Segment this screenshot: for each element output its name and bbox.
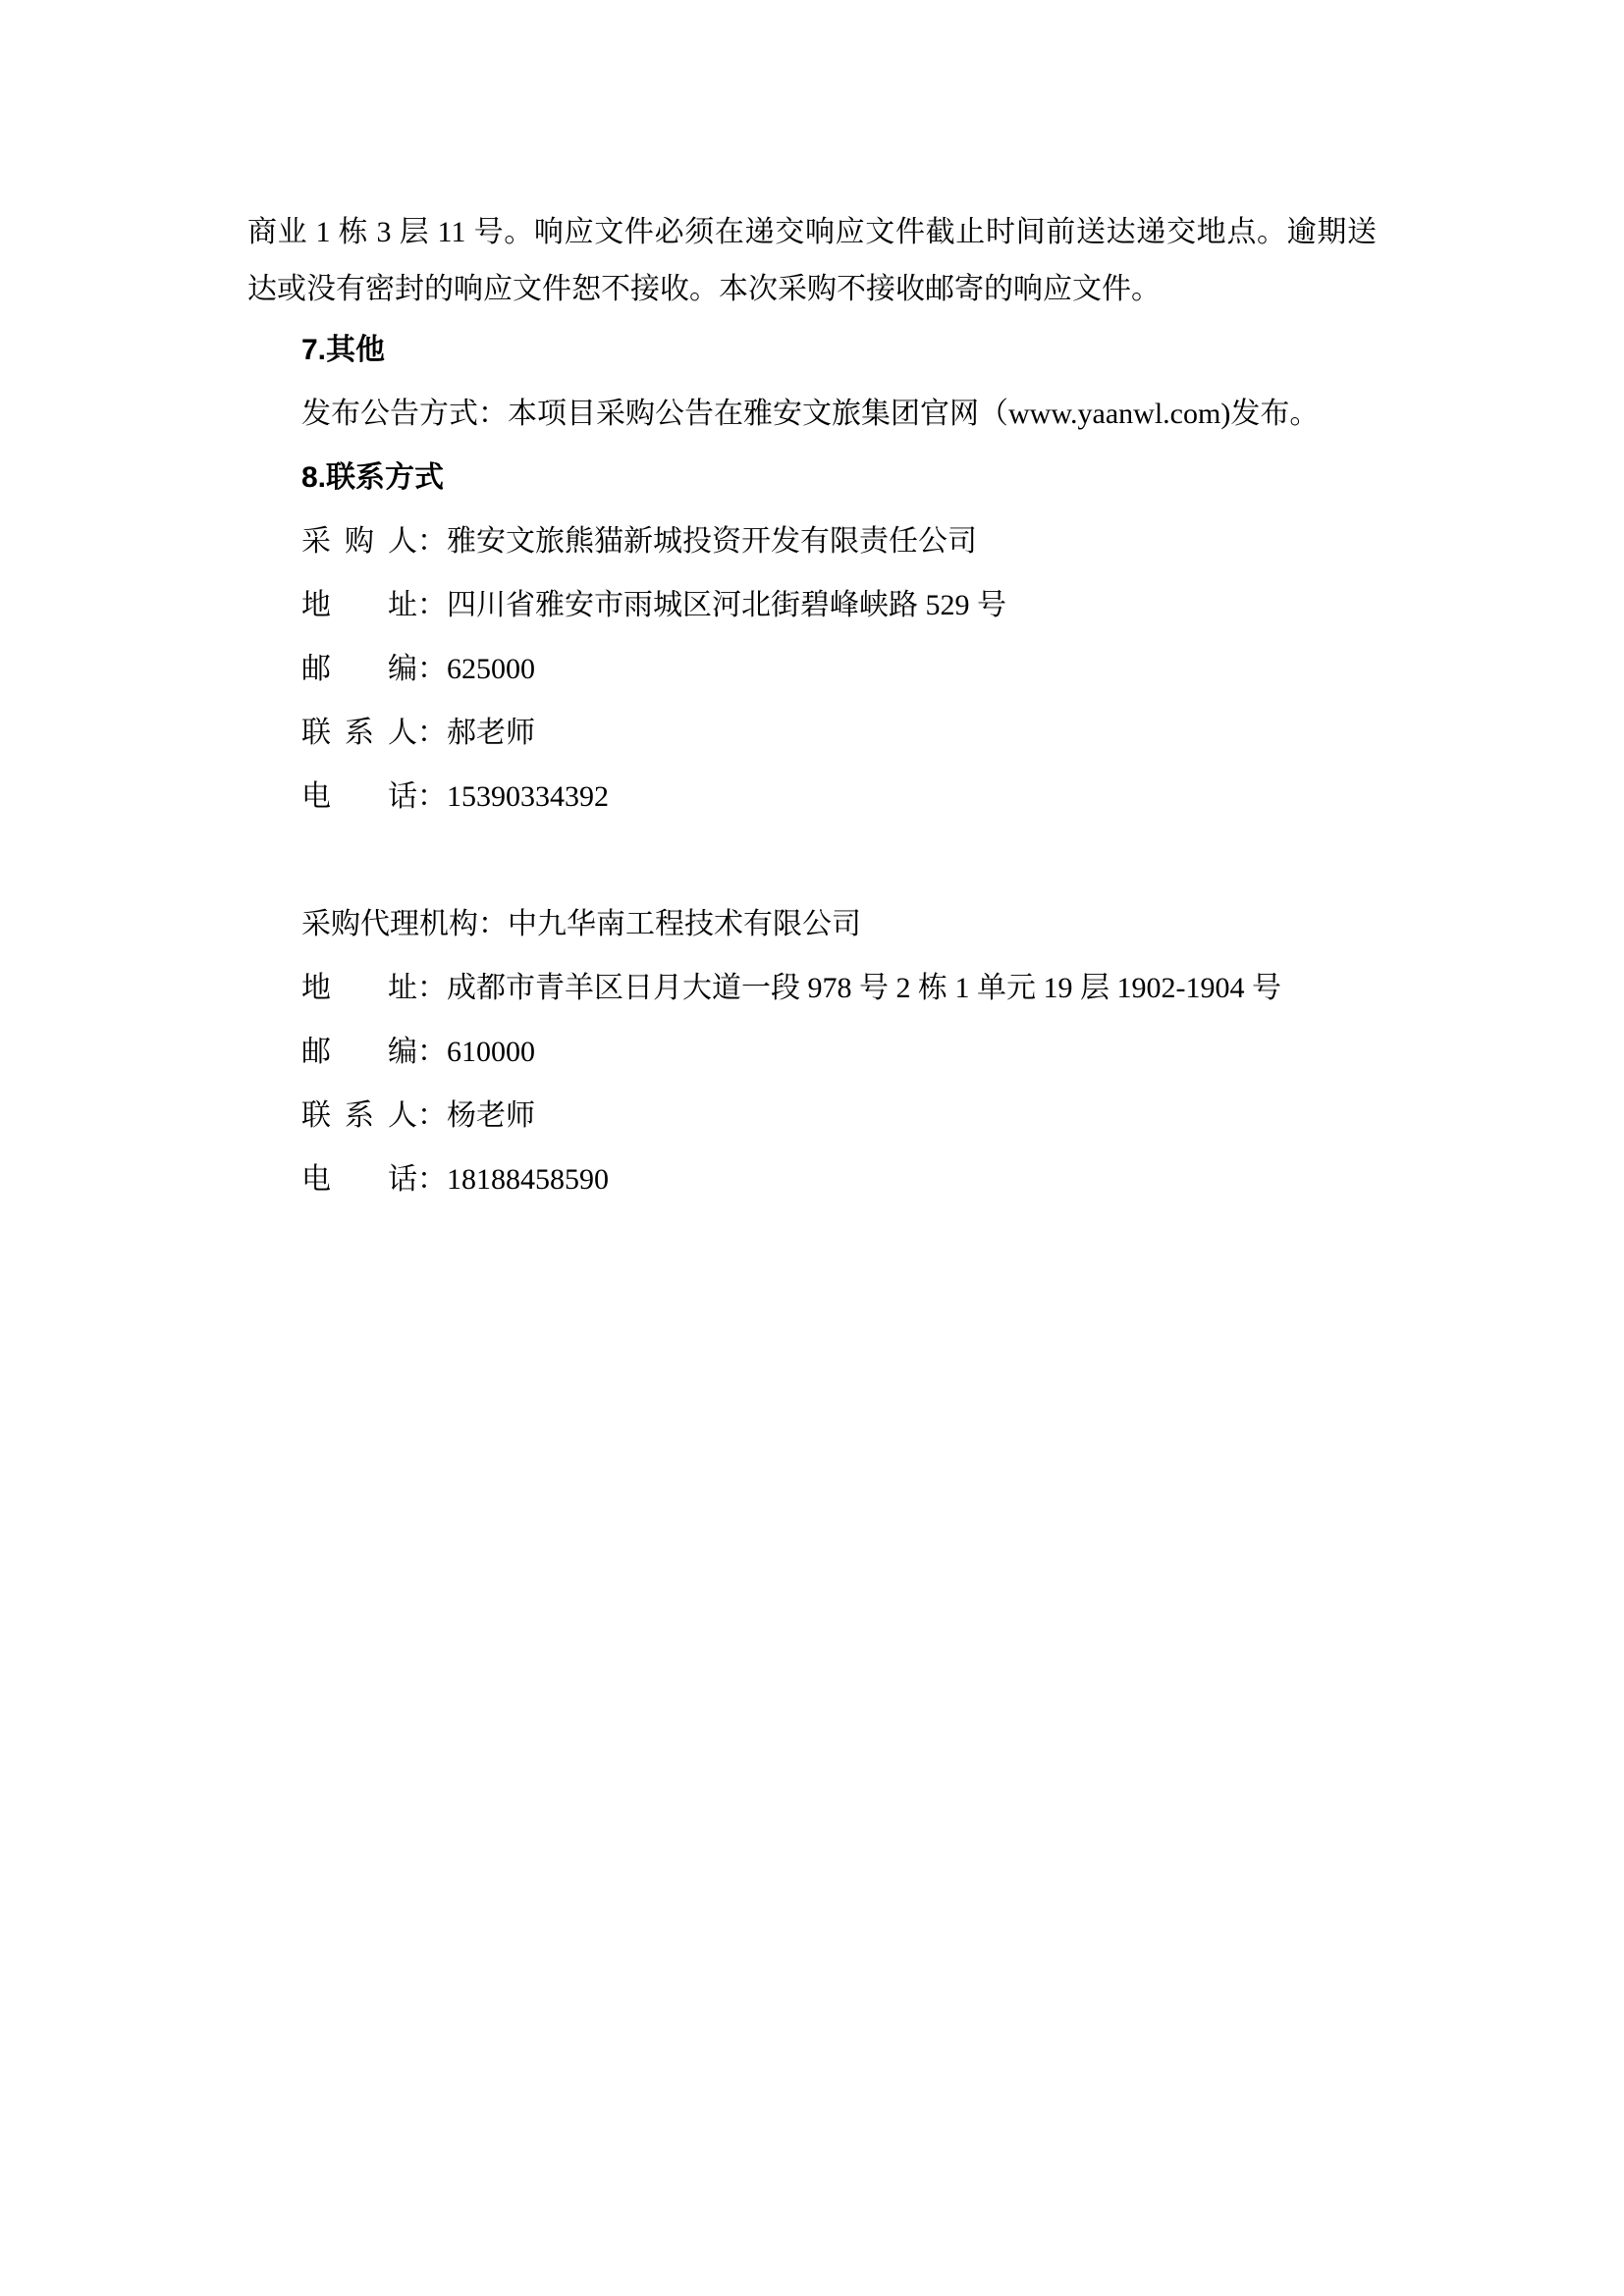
contact-label: 采购人	[301, 525, 417, 558]
contact-row-purchaser-phone	[301, 765, 1377, 828]
continuation-paragraph: 商业 1 栋 3 层 11 号。响应文件必须在递交响应文件截止时间前送达递交地点。逾期送达或没有密封的响应文件恕不接收。本次采购不接收邮寄的响应文件。	[247, 216, 1377, 305]
colon: ：	[417, 525, 447, 558]
contact-label: 邮编	[301, 1036, 417, 1068]
contact-label: 邮编	[301, 653, 417, 685]
contact-row-agency-person	[301, 1084, 1377, 1148]
contact-row-agency-postcode	[301, 1020, 1377, 1084]
contact-value: 杨老师	[447, 1099, 535, 1132]
contact-label: 电话	[301, 1163, 417, 1196]
contact-value: 雅安文旅熊猫新城投资开发有限责任公司	[447, 525, 977, 558]
contact-value: 中九华南工程技术有限公司	[508, 908, 861, 940]
colon: ：	[417, 1036, 447, 1068]
contact-label: 电话	[301, 780, 417, 813]
colon: ：	[417, 653, 447, 685]
contact-value: 625000	[447, 653, 535, 685]
contact-row-purchaser-name	[301, 509, 1377, 573]
contact-value: 成都市青羊区日月大道一段 978 号 2 栋 1 单元 19 层 1902-1904 号	[447, 972, 1281, 1004]
contact-row-purchaser-person	[301, 701, 1377, 765]
contact-label: 联系人	[301, 1099, 417, 1132]
colon: ：	[417, 1099, 447, 1132]
page-content	[247, 204, 1377, 1211]
purchaser-block	[247, 509, 1377, 828]
contact-label: 联系人	[301, 717, 417, 749]
section-heading-contact: 8.联系方式	[301, 461, 445, 494]
colon: ：	[417, 780, 447, 813]
colon: ：	[417, 1163, 447, 1196]
contact-label: 地址	[301, 589, 417, 621]
contact-row-purchaser-postcode	[301, 637, 1377, 701]
contact-value: 四川省雅安市雨城区河北街碧峰峡路 529 号	[447, 589, 1006, 621]
contact-value: 18188458590	[447, 1163, 609, 1196]
contact-label: 采购代理机构	[301, 908, 478, 940]
contact-value: 15390334392	[447, 780, 609, 813]
contact-value: 610000	[447, 1036, 535, 1068]
publish-method-line: 发布公告方式：本项目采购公告在雅安文旅集团官网（www.yaanwl.com)发布。	[301, 398, 1320, 430]
contact-row-purchaser-address	[301, 573, 1377, 637]
contact-row-agency-phone	[301, 1148, 1377, 1211]
contact-row-agency-address	[301, 956, 1377, 1020]
colon: ：	[417, 717, 447, 749]
contact-label: 地址	[301, 972, 417, 1004]
agency-block	[247, 892, 1377, 1211]
colon: ：	[478, 908, 508, 940]
colon: ：	[417, 972, 447, 1004]
colon: ：	[417, 589, 447, 621]
contact-value: 郝老师	[447, 717, 535, 749]
section-heading-other: 7.其他	[301, 334, 386, 366]
contact-row-agency-name	[301, 892, 1377, 956]
